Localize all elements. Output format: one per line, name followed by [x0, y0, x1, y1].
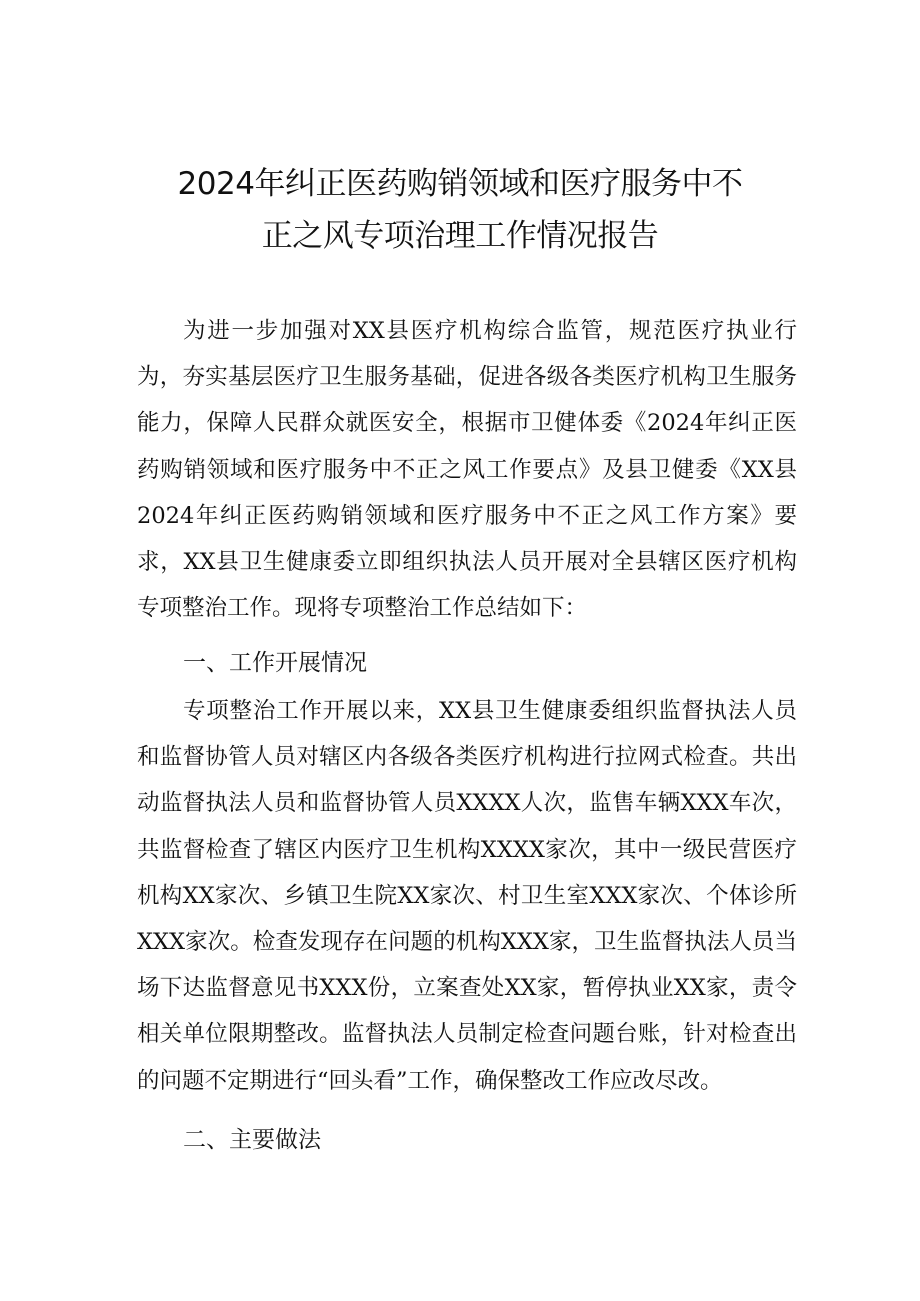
section-heading-2: 二、主要做法 — [183, 1127, 321, 1153]
section-heading-1: 一、工作开展情况 — [183, 650, 367, 676]
document-title-line-2: 正之风专项治理工作情况报告 — [261, 218, 659, 254]
intro-paragraph: 为进一步加强对XX县医疗机构综合监管，规范医疗执业行为，夯实基层医疗卫生服务基础，促进各级各类医疗机构卫生服务能力，保障人民群众就医安全，根据市卫健体委《2024年纠正医药购销领域和医疗服务中不正之风工作要点》及县卫健委《XX县2024年纠正医药购销领域和医疗服务中不正之风工作方案》要求，XX县卫生健康委立即组织执法人员开展对全县辖区医疗机构专项整治工作。现将专项整治工作总结如下： — [137, 318, 797, 622]
work-progress-paragraph: 专项整治工作开展以来，XX县卫生健康委组织监督执法人员和监督协管人员对辖区内各级各类医疗机构进行拉网式检查。共出动监督执法人员和监督协管人员XXXX人次，监售车辆XXX车次，共监督检查了辖区内医疗卫生机构XXXX家次，其中一级民营医疗机构XX家次、乡镇卫生院XX家次、村卫生室XXX家次、个体诊所XXX家次。检查发现存在问题的机构XXX家，卫生监督执法人员当场下达监督意见书XXX份，立案查处XX家，暂停执业XX家，责令相关单位限期整改。监督执法人员制定检查问题台账，针对检查出的问题不定期进行“回头看”工作，确保整改工作应改尽改。 — [137, 698, 797, 1094]
document-title-line-1: 2024年纠正医药购销领域和医疗服务中不 — [177, 166, 743, 202]
